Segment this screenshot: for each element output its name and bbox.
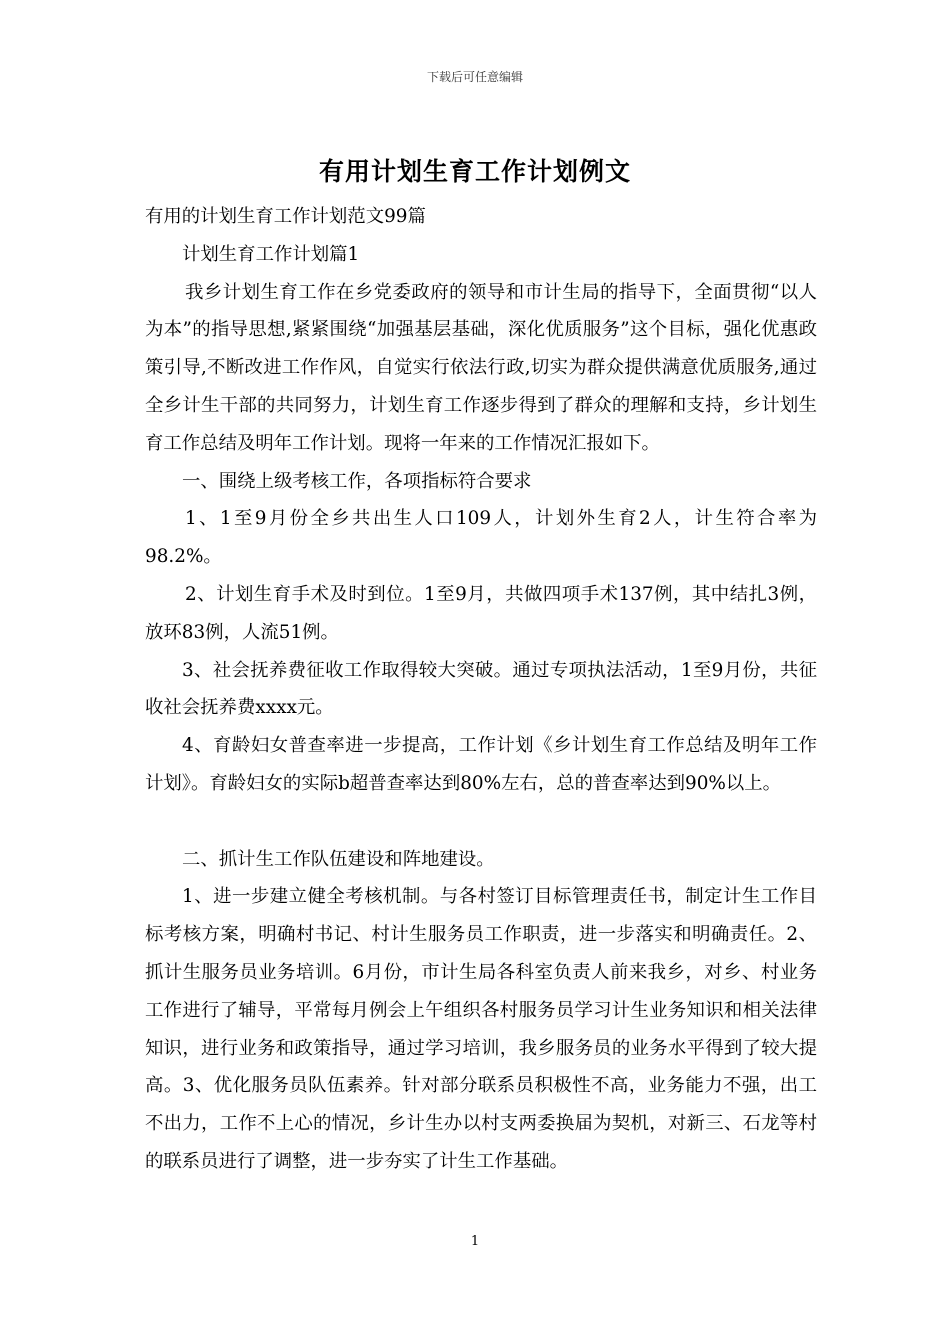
page-number: 1	[470, 1234, 480, 1249]
item-3-paragraph: 3、社会抚养费征收工作取得较大突破。通过专项执法活动，1至9月份，共征收社会抚养费xxxx元。	[145, 659, 817, 719]
section-label: 计划生育工作计划篇1	[182, 243, 360, 265]
document-body	[145, 198, 817, 1181]
section-2-paragraph: 1、进一步建立健全考核机制。与各村签订目标管理责任书，制定计生工作目标考核方案，明确村书记、村计生服务员工作职责，进一步落实和明确责任。2、抓计生服务员业务培训。6月份，市计生局各科室负责人前来我乡，对乡、村业务工作进行了辅导，平常每月例会上午组织各村服务员学习计生业务知识和相关法律知识，进行业务和政策指导，通过学习培训，我乡服务员的业务水平得到了较大提高。3、优化服务员队伍素养。针对部分联系员积极性不高，业务能力不强，出工不出力，工作不上心的情况，乡计生办以村支两委换届为契机，对新三、石龙等村的联系员进行了调整，进一步夯实了计生工作基础。	[145, 886, 817, 1172]
item-1-paragraph: 1、1至9月份全乡共出生人口109人，计划外生育2人，计生符合率为98.2%。	[145, 508, 817, 568]
item-4-paragraph: 4、育龄妇女普查率进一步提高，工作计划《乡计划生育工作总结及明年工作计划》。育龄妇女的实际b超普查率达到80%左右，总的普查率达到90%以上。	[145, 735, 817, 794]
section-heading-1: 一、围绕上级考核工作，各项指标符合要求	[182, 470, 532, 492]
subtitle-line: 有用的计划生育工作计划范文99篇	[145, 206, 426, 227]
blank-line	[145, 803, 817, 841]
section-heading-2: 二、抓计生工作队伍建设和阵地建设。	[182, 848, 495, 870]
header-note: 下载后可任意编辑	[426, 70, 523, 84]
document-title: 有用计划生育工作计划例文	[318, 157, 631, 186]
item-2-paragraph: 2、计划生育手术及时到位。1至9月，共做四项手术137例，其中结扎3例，放环83例，人流51例。	[145, 583, 817, 643]
intro-paragraph: 我乡计划生育工作在乡党委政府的领导和市计生局的指导下，全面贯彻“以人为本”的指导思想,紧紧围绕“加强基层基础，深化优质服务”这个目标，强化优惠政策引导,不断改进工作作风，自觉实行依法行政,切实为群众提供满意优质服务,通过全乡计生干部的共同努力，计划生育工作逐步得到了群众的理解和支持，乡计划生育工作总结及明年工作计划。现将一年来的工作情况汇报如下。	[145, 281, 817, 454]
